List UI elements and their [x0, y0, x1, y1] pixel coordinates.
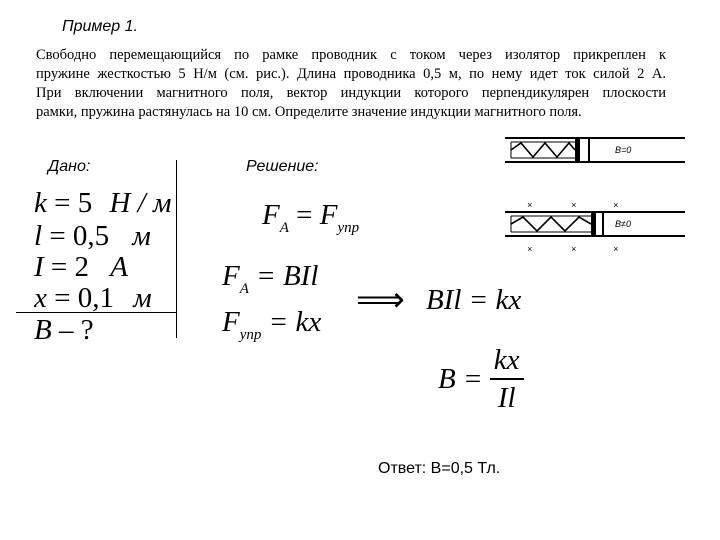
label-b-zero: B=0: [615, 145, 632, 155]
problem-text: [36, 46, 666, 122]
field-mark: ×: [613, 244, 619, 254]
field-mark: ×: [613, 200, 619, 210]
field-mark: ×: [571, 244, 577, 254]
equation-b-formula: B = $\frac{kx}{Il}$: [438, 346, 524, 413]
field-mark: ×: [527, 200, 533, 210]
spring-frame-figure: [505, 132, 685, 262]
equation-bil-equals-kx: BIl = kx: [426, 284, 522, 316]
fraction: $\frac{kx}{Il}$: [490, 346, 524, 413]
example-title: Пример 1.: [62, 18, 138, 35]
problem-line: При включении магнитного поля, вектор индукции которого перпендикулярен плоскости: [36, 85, 666, 101]
insulator-block: [591, 212, 596, 236]
given-row-x: x = 0,1 м: [34, 282, 152, 314]
given-heading: Дано:: [48, 158, 91, 175]
problem-line: пружине жесткостью 5 Н/м (см. рис.). Длина проводника 0,5 м, по нему идет ток силой 2 А.: [36, 66, 666, 82]
given-row-b: B – ?: [34, 314, 94, 346]
insulator-block: [575, 138, 580, 162]
label-b-nonzero: B≠0: [615, 219, 631, 229]
frame-b-nonzero: [505, 200, 685, 254]
spring-icon: [511, 217, 591, 231]
field-mark: ×: [527, 244, 533, 254]
spring-icon: [511, 143, 575, 157]
implies-arrow: ⟹: [356, 280, 405, 320]
given-row-i: I = 2 А: [34, 251, 128, 283]
solution-heading: Решение:: [246, 158, 319, 175]
equation-fupr: $F_{упр}$ = kx: [222, 306, 322, 343]
field-mark: ×: [571, 200, 577, 210]
equation-fa: $F_A$ = BIl: [222, 260, 319, 297]
problem-line: Свободно перемещающийся по рамке проводник с током через изолятор прикреплен к: [36, 47, 666, 63]
given-divider-vertical: [176, 160, 177, 338]
problem-line: рамки, пружина растянулась на 10 см. Определите значение индукции магнитного поля.: [36, 104, 582, 120]
equation-fa-equals-fupr: $F_A = F_{упр}$: [262, 199, 360, 236]
answer-text: Ответ: В=0,5 Тл.: [378, 460, 501, 477]
given-row-k: k = 5 Н / м: [34, 187, 172, 219]
frame-b-zero: [505, 138, 685, 162]
given-row-l: l = 0,5 м: [34, 220, 151, 252]
